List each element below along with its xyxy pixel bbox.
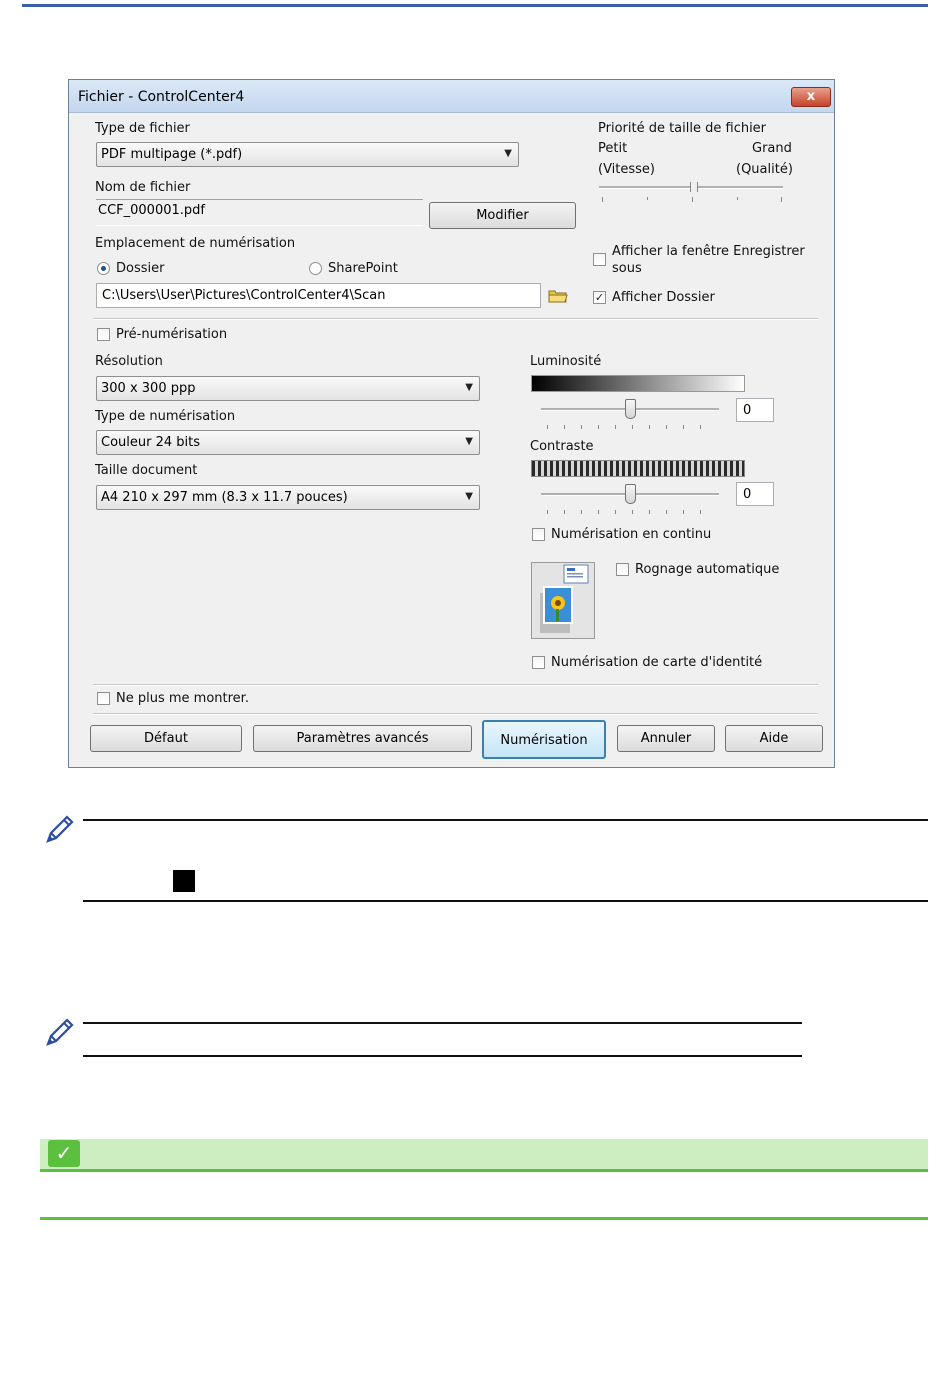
related-info-bar [40,1139,928,1172]
id-card-scan-label: Numérisation de carte d'identité [551,655,763,670]
auto-crop-checkbox[interactable] [616,563,629,576]
resolution-label: Résolution [95,354,163,369]
close-icon: x [806,89,816,104]
chevron-down-icon: ▼ [465,491,473,502]
scan-type-label: Type de numérisation [95,409,236,424]
show-save-as-checkbox[interactable] [593,253,606,266]
chevron-down-icon: ▼ [465,382,473,393]
file-size-small-sub-label: (Vitesse) [598,162,656,177]
resolution-select[interactable] [96,376,480,401]
scan-button[interactable]: Numérisation [482,720,606,759]
chevron-down-icon: ▼ [465,436,473,447]
file-size-priority-label: Priorité de taille de fichier [598,121,767,136]
brightness-gradient [531,375,745,392]
contrast-slider-thumb[interactable] [625,484,636,504]
slider-tick [647,197,648,200]
folder-icon[interactable] [548,288,568,303]
scan-type-select[interactable] [96,430,480,455]
auto-crop-label: Rognage automatique [635,562,780,577]
modify-button[interactable]: Modifier [429,202,576,229]
help-button[interactable]: Aide [725,725,823,752]
folder-radio-label: Dossier [116,261,165,276]
file-size-large-label: Grand [752,141,792,156]
pencil-note-icon [44,813,74,843]
note-top-rule [83,819,928,821]
file-size-slider-thumb[interactable] [690,182,698,192]
document-size-label: Taille document [95,463,198,478]
brightness-input[interactable]: 0 [736,398,774,422]
file-type-select[interactable] [96,142,519,167]
show-save-as-label-line2: sous [612,261,642,276]
prescan-label: Pré-numérisation [116,327,228,342]
note-bottom-rule [83,900,928,902]
brightness-label: Luminosité [530,354,602,369]
dialog-title: Fichier - ControlCenter4 [78,89,245,105]
divider [93,713,818,715]
document-size-select[interactable] [96,485,480,510]
dont-show-again-checkbox[interactable] [97,692,110,705]
file-name-field [96,199,423,226]
note-top-rule [83,1022,802,1024]
scan-dialog [68,79,835,768]
file-type-value: PDF multipage (*.pdf) [101,147,243,162]
close-button[interactable] [791,87,831,107]
check-icon: ✓ [48,1140,80,1167]
advanced-settings-button[interactable]: Paramètres avancés [253,725,472,752]
dialog-titlebar [69,80,834,113]
document-size-value: A4 210 x 297 mm (8.3 x 11.7 pouces) [101,490,348,505]
scan-path-input[interactable]: C:\Users\User\Pictures\ControlCenter4\Scan [96,283,541,308]
sharepoint-radio-label: SharePoint [328,261,398,276]
slider-tick [692,197,693,202]
contrast-pattern [531,460,745,477]
show-folder-checkbox[interactable]: ✓ [594,291,605,304]
divider [93,318,818,320]
file-name-label: Nom de fichier [95,180,191,195]
file-size-large-sub-label: (Qualité) [736,162,793,177]
brightness-slider-thumb[interactable] [625,399,636,419]
file-type-label: Type de fichier [95,121,190,136]
slider-tick [737,197,738,200]
id-card-scan-checkbox[interactable] [532,656,545,669]
scan-type-value: Couleur 24 bits [101,435,201,450]
related-info-bottom-rule [40,1217,928,1220]
continuous-scan-checkbox[interactable] [532,528,545,541]
resolution-value: 300 x 300 ppp [101,381,196,396]
slider-tick [781,197,782,202]
contrast-label: Contraste [530,439,594,454]
auto-crop-icon [531,562,595,639]
stop-square-icon [173,870,195,892]
file-size-small-label: Petit [598,141,628,156]
folder-radio[interactable] [97,262,110,275]
show-save-as-label-line1: Afficher la fenêtre Enregistrer [612,244,805,259]
default-button[interactable]: Défaut [90,725,242,752]
slider-tick [602,197,603,202]
cancel-button[interactable]: Annuler [617,725,715,752]
contrast-ticks [547,510,717,514]
dont-show-again-label: Ne plus me montrer. [116,691,249,706]
prescan-checkbox[interactable] [97,328,110,341]
top-accent-bar [22,4,928,7]
pencil-note-icon [44,1016,74,1046]
contrast-input[interactable]: 0 [736,482,774,506]
chevron-down-icon: ▼ [504,148,512,159]
divider [93,684,818,686]
brightness-ticks [547,425,717,429]
show-folder-label: Afficher Dossier [612,290,715,305]
scan-location-label: Emplacement de numérisation [95,236,296,251]
file-name-value: CCF_000001.pdf [98,203,205,218]
sharepoint-radio[interactable] [309,262,322,275]
continuous-scan-label: Numérisation en continu [551,527,712,542]
note-bottom-rule [83,1055,802,1057]
